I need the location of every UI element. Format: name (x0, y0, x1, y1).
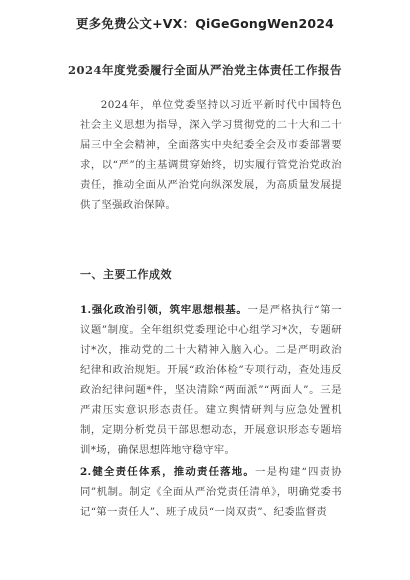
intro-paragraph: 2024年，单位党委坚持以习近平新时代中国特色社会主义思想为指导，深入学习贯彻党的二十大和二十届三中全会精神，全面落实中央纪委全会及市委部署要求，以“严”的主基调贯穿始终，切实履行管党治党政治责任，推动全面从严治党向纵深发展，为高质量发展提供了坚强政治保障。 (80, 99, 342, 211)
paragraph-1 (80, 300, 342, 460)
paragraph-2 (80, 462, 342, 522)
paragraph-2-lead: 2.健全责任体系，推动责任落地。 (80, 466, 256, 478)
paragraph-1-lead: 1.强化政治引领，筑牢思想根基。 (80, 304, 248, 316)
promo-banner: 更多免费公文+VX：QiGeGongWen2024 (75, 16, 335, 31)
paragraph-2-text: 一是构建“四责协同”机制。制定《全面从严治党责任清单》，明确党委书记“第一责任人”、班子成员“一岗双责”、纪委监督责 (80, 466, 342, 518)
paragraph-1-text: 一是严格执行“第一议题”制度。全年组织党委理论中心组学习*次，专题研讨*次，推动党的二十大精神入脑入心。二是严明政治纪律和政治规矩。开展“政治体检”专项行动，查处违反政治纪律问题*件，坚决清除“两面派”“两面人”。三是严肃压实意识形态责任。建立舆情研判与应急处置机制，定期分析党员干部思想动态，开展意识形态专题培训*场，确保思想阵地守稳守牢。 (80, 304, 342, 456)
document-title: 2024年度党委履行全面从严治党主体责任工作报告 (67, 63, 342, 77)
section-heading: 一、主要工作成效 (80, 268, 172, 281)
